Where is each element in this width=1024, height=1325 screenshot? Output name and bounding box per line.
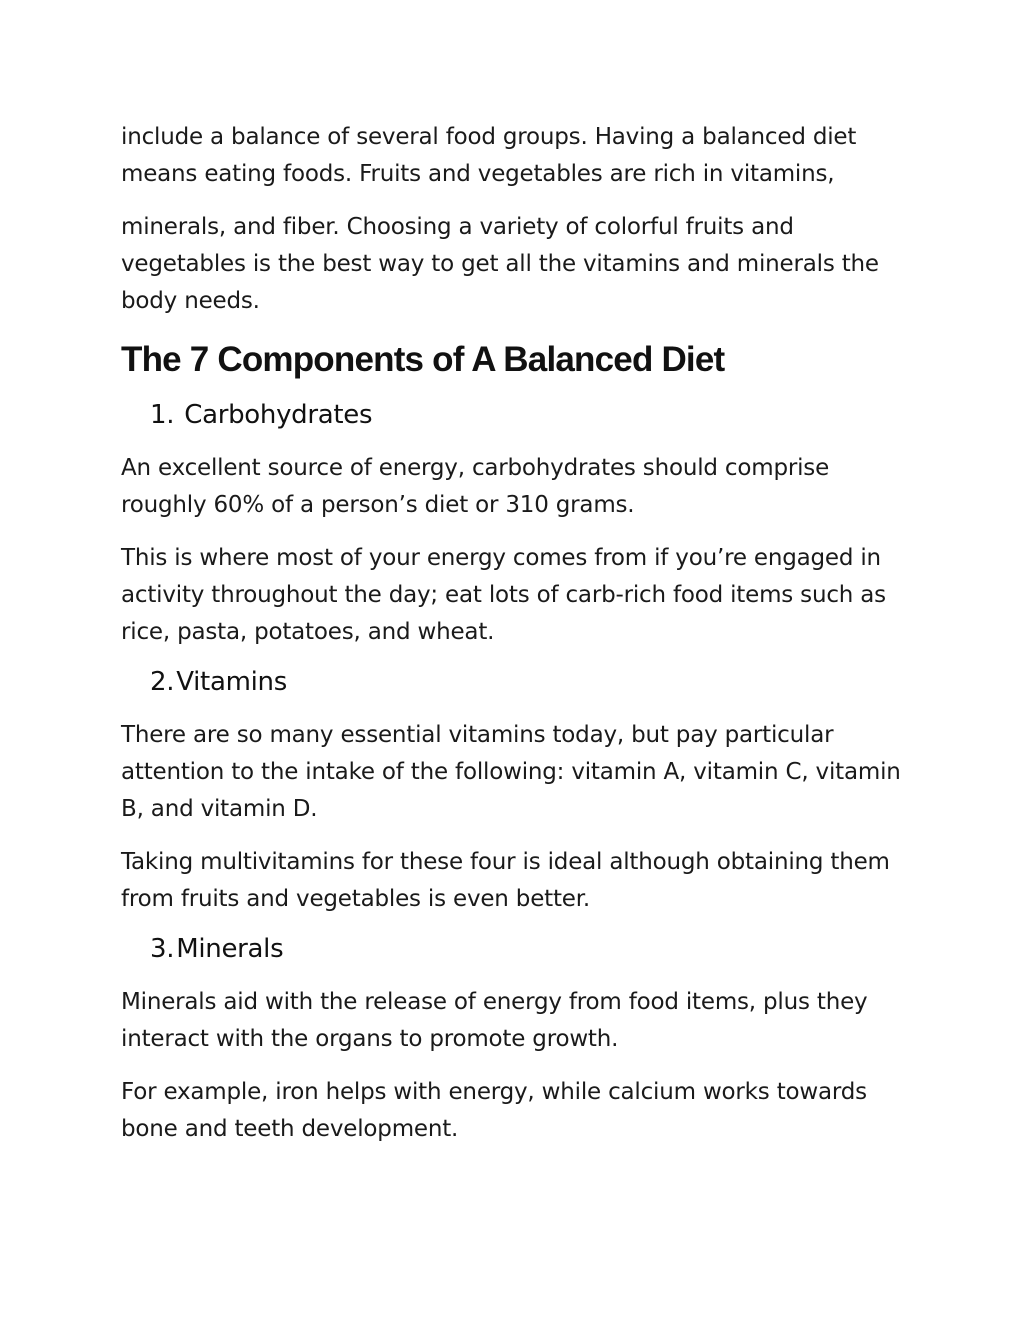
minerals-paragraph-1: Minerals aid with the release of energy from food items, plus they interact with the organs to promote growth.: [121, 989, 868, 1052]
minerals-paragraph-2: For example, iron helps with energy, while calcium works towards bone and teeth development.: [121, 1079, 867, 1142]
subheading-title: Carbohydrates: [184, 400, 373, 430]
subheading-title: Minerals: [176, 934, 284, 964]
list-number: 3.: [150, 934, 175, 964]
section-heading: The 7 Components of A Balanced Diet: [121, 340, 725, 379]
list-number: 2.: [150, 667, 175, 697]
intro-paragraph-2: minerals, and fiber. Choosing a variety of colorful fruits and vegetables is the best way to get all the vitamins and minerals the body needs.: [121, 214, 879, 314]
subheading-vitamins: [121, 663, 901, 701]
subheading-title: Vitamins: [176, 667, 287, 697]
vitamins-paragraph-1: There are so many essential vitamins today, but pay particular attention to the intake of the following: vitamin A, vitamin C, vitamin B, and vitamin D.: [121, 722, 901, 822]
document-page: [121, 119, 901, 1148]
list-number: 1.: [150, 400, 175, 430]
carbohydrates-paragraph-2: This is where most of your energy comes from if you’re engaged in activity throughout the day; eat lots of carb-rich food items such as rice, pasta, potatoes, and wheat.: [121, 545, 886, 645]
subheading-carbohydrates: [121, 396, 901, 434]
subheading-minerals: [121, 930, 901, 968]
intro-paragraph-1: include a balance of several food groups. Having a balanced diet means eating foods. Fruits and vegetables are rich in vitamins,: [121, 124, 857, 187]
carbohydrates-paragraph-1: An excellent source of energy, carbohydrates should comprise roughly 60% of a person’s diet or 310 grams.: [121, 455, 830, 518]
vitamins-paragraph-2: Taking multivitamins for these four is ideal although obtaining them from fruits and vegetables is even better.: [121, 849, 890, 912]
